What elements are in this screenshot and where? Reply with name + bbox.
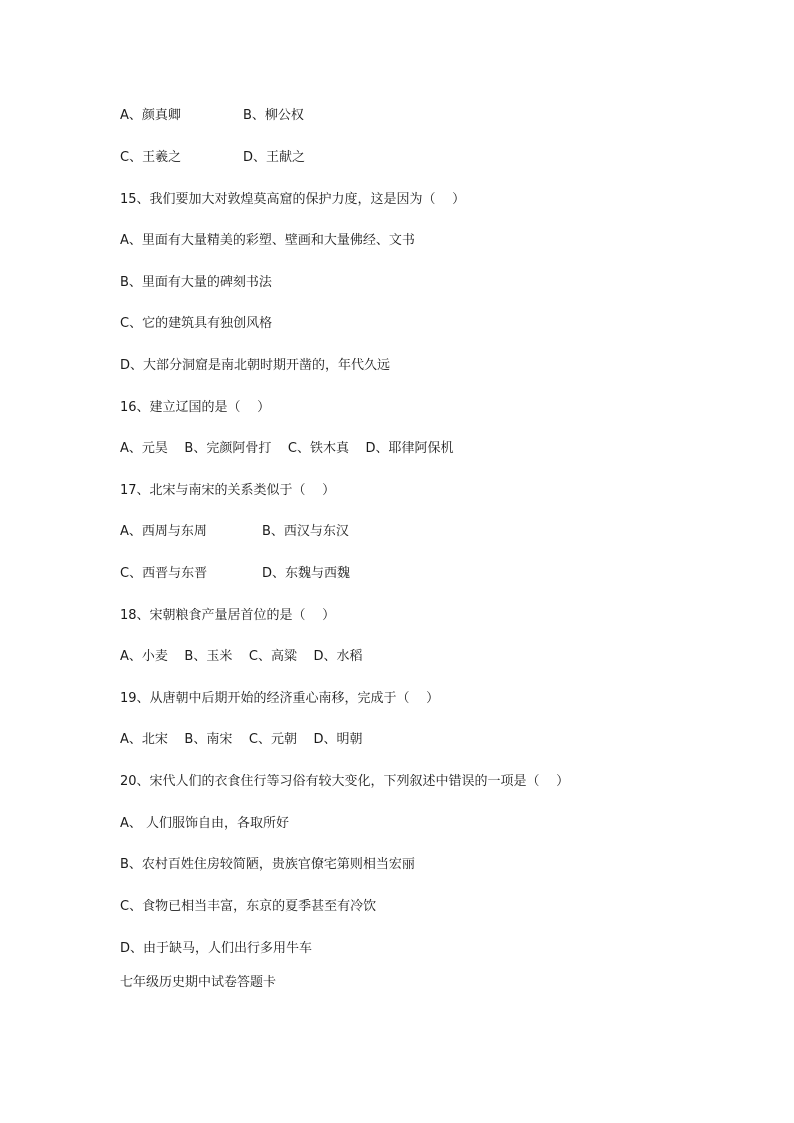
q14-option-c: C、王羲之 bbox=[120, 150, 182, 165]
q17-option-a: A、西周与东周 bbox=[120, 524, 207, 539]
q15-option-d: D、大部分洞窟是南北朝时期开凿的，年代久远 bbox=[120, 358, 391, 373]
q17-option-d: D、东魏与西魏 bbox=[262, 566, 351, 581]
q20-stem: 20、宋代人们的衣食住行等习俗有较大变化，下列叙述中错误的一项是（ ） bbox=[120, 774, 570, 789]
q20-option-d: D、由于缺马，人们出行多用牛车 bbox=[120, 941, 313, 956]
q18-options: A、小麦 B、玉米 C、高粱 D、水稻 bbox=[120, 649, 363, 664]
q19-options: A、北宋 B、南宋 C、元朝 D、明朝 bbox=[120, 732, 363, 747]
answer-card-title: 七年级历史期中试卷答题卡 bbox=[120, 975, 277, 990]
q15-option-a: A、里面有大量精美的彩塑、壁画和大量佛经、文书 bbox=[120, 233, 415, 248]
q14-option-d: D、王献之 bbox=[243, 150, 306, 165]
q16-options: A、元昊 B、完颜阿骨打 C、铁木真 D、耶律阿保机 bbox=[120, 441, 454, 456]
q20-option-b: B、农村百姓住房较简陋，贵族官僚宅第则相当宏丽 bbox=[120, 857, 415, 872]
q20-option-c: C、食物已相当丰富，东京的夏季甚至有冷饮 bbox=[120, 899, 377, 914]
q17-option-c: C、西晋与东晋 bbox=[120, 566, 208, 581]
q18-stem: 18、宋朝粮食产量居首位的是（ ） bbox=[120, 608, 336, 623]
q14-option-b: B、柳公权 bbox=[243, 108, 304, 123]
q15-option-b: B、里面有大量的碑刻书法 bbox=[120, 275, 272, 290]
q17-option-b: B、西汉与东汉 bbox=[262, 524, 349, 539]
q20-option-a: A、 人们服饰自由，各取所好 bbox=[120, 816, 290, 831]
q14-option-a: A、颜真卿 bbox=[120, 108, 181, 123]
q16-stem: 16、建立辽国的是（ ） bbox=[120, 400, 271, 415]
q17-stem: 17、北宋与南宋的关系类似于（ ） bbox=[120, 483, 336, 498]
q19-stem: 19、从唐朝中后期开始的经济重心南移，完成于（ ） bbox=[120, 691, 440, 706]
q15-option-c: C、它的建筑具有独创风格 bbox=[120, 316, 273, 331]
q15-stem: 15、我们要加大对敦煌莫高窟的保护力度，这是因为（ ） bbox=[120, 192, 466, 207]
